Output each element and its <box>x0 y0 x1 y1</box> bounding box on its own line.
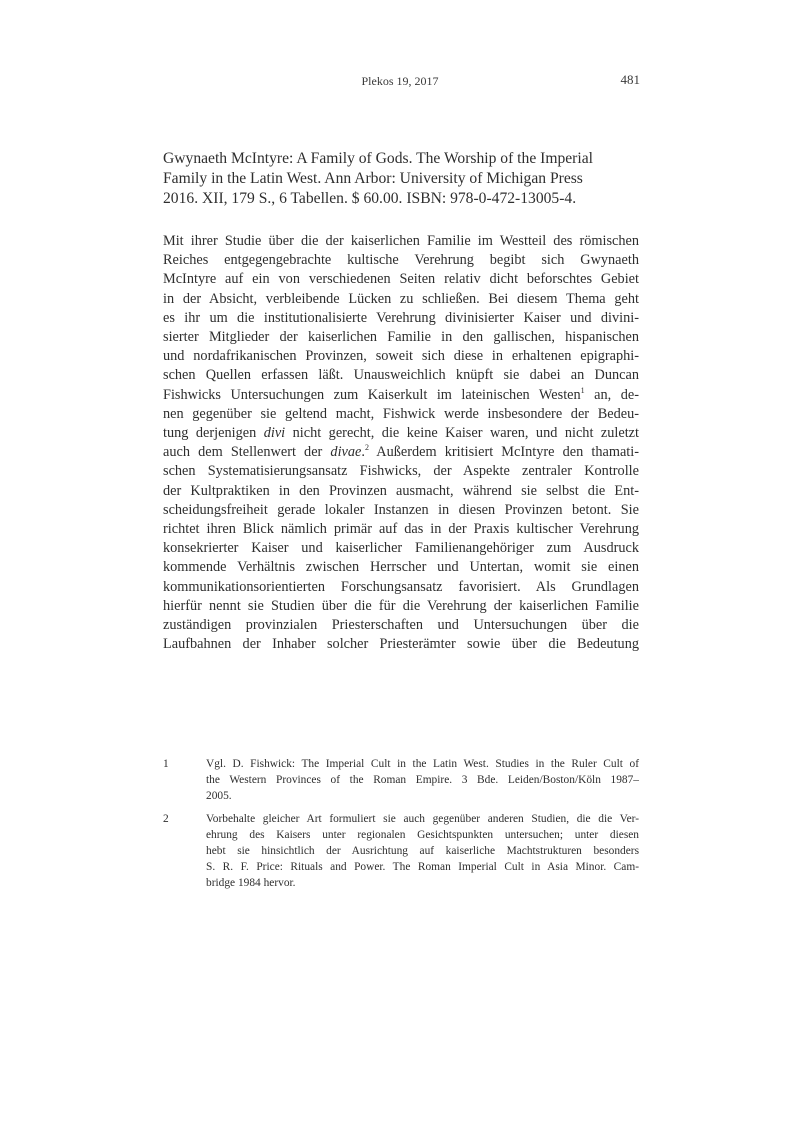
body-line <box>163 386 639 405</box>
body-line: schen Systematisierungsansatz Fishwicks, der Aspekte zentraler Kontrolle <box>163 463 639 480</box>
footnotes <box>163 757 639 899</box>
footnote-line: bridge 1984 hervor. <box>206 876 296 889</box>
footnote-line: the Western Provinces of the Roman Empire. 3 Bde. Leiden/Boston/Köln 1987– <box>206 773 639 786</box>
footnote-1 <box>163 757 639 804</box>
review-title <box>163 149 643 209</box>
body-line: richtet ihren Blick nämlich primär auf das in der Praxis kultischer Verehrung <box>163 521 639 538</box>
body-line: scheidungsfreiheit gerade lokaler Instanzen in diesen Provinzen betont. Sie <box>163 501 639 518</box>
body-line: Mit ihrer Studie über die der kaiserlichen Familie im Westteil des römischen <box>163 233 639 249</box>
body-line: kommende Verhältnis zwischen Herrscher und Untertan, womit sie einen <box>163 559 639 576</box>
footnote-line: S. R. F. Price: Rituals and Power. The Roman Imperial Cult in Asia Minor. Cam- <box>206 860 639 873</box>
footnote-line: ehrung des Kaisers unter regionalen Gesichtspunkten untersuchen; unter diesen <box>206 829 639 842</box>
body-line: schen Quellen erfassen läßt. Unausweichlich knüpft sie dabei an Duncan <box>163 367 639 384</box>
footnote-2 <box>163 812 639 891</box>
footnote-text <box>206 812 639 891</box>
body-line: McIntyre auf ein von verschiedenen Seiten relativ dicht beforschtes Gebiet <box>163 271 639 288</box>
footnote-line: Vgl. D. Fishwick: The Imperial Cult in the Latin West. Studies in the Ruler Cult of <box>206 758 639 770</box>
footnote-line: Vorbehalte gleicher Art formuliert sie auch gegenüber anderen Studien, die die Ver- <box>206 813 639 826</box>
body-line: es ihr um die institutionalisierte Verehrung divinisierter Kaiser und divini- <box>163 309 639 326</box>
review-title-line: Family in the Latin West. Ann Arbor: University of Michigan Press <box>163 170 583 187</box>
footnote-number: 2 <box>163 813 169 826</box>
page-number: 481 <box>620 72 640 87</box>
body-line: hierfür nennt sie Studien über die für die Verehrung der kaiserlichen Familie <box>163 597 639 614</box>
footnote-number: 1 <box>163 758 169 770</box>
body-text-segment: . <box>361 444 365 461</box>
running-header-journal: Plekos 19, 2017 <box>361 74 439 88</box>
review-title-line: 2016. XII, 179 S., 6 Tabellen. $ 60.00. ISBN: 978-0-472-13005-4. <box>163 190 577 207</box>
body-text-segment: tung derjenigen <box>163 425 264 442</box>
footnote-text <box>206 757 639 804</box>
italic-term-divi: divi <box>263 425 286 442</box>
body-line: Reiches entgegengebrachte kultische Verehrung begibt sich Gwynaeth <box>163 252 639 269</box>
body-line: zuständigen provinzialen Priesterschaften und Untersuchungen über die <box>163 617 639 634</box>
footnote-line: 2005. <box>206 789 232 802</box>
body-line: Laufbahnen der Inhaber solcher Priesterämter sowie über die Bedeutung <box>163 636 639 653</box>
body-text-segment: nicht gerecht, die keine Kaiser waren, und nicht zuletzt <box>285 425 639 442</box>
footnote-ref-2[interactable]: 2 <box>364 443 369 453</box>
body-text-segment: Fishwicks Untersuchungen zum Kaiserkult im lateinischen Westen <box>163 386 581 403</box>
italic-term-divae: divae <box>330 444 362 461</box>
body-text-segment: an, de- <box>584 386 639 403</box>
body-line: konsekrierter Kaiser und kaiserlicher Familienangehöriger zum Ausdruck <box>163 540 639 557</box>
body-text-segment: Außerdem kritisiert McIntyre den thamati- <box>368 444 639 461</box>
body-text-segment: auch dem Stellenwert der <box>163 444 331 461</box>
review-title-line: Gwynaeth McIntyre: A Family of Gods. The Worship of the Imperial <box>163 150 593 167</box>
body-line <box>163 424 639 443</box>
body-line: kommunikationsorientierten Forschungsansatz favorisiert. Als Grundlagen <box>163 578 639 595</box>
body-line: und nordafrikanischen Provinzen, soweit sich diese in erhaltenen epigraphi- <box>163 348 639 365</box>
body-line: nen gegenüber sie geltend macht, Fishwick werde insbesondere der Bedeu- <box>163 405 639 422</box>
footnote-line: hebt sie hinsichtlich der Ausrichtung auf kaiserliche Machtstrukturen besonders <box>206 844 639 857</box>
body-line: in der Absicht, verbleibende Lücken zu schließen. Bei diesem Thema geht <box>163 290 639 307</box>
review-body <box>163 232 639 654</box>
footnote-ref-1[interactable]: 1 <box>580 385 585 395</box>
body-line: sierter Mitglieder der kaiserlichen Familie in den gallischen, hispanischen <box>163 329 639 346</box>
body-line: der Kultpraktiken in den Provinzen ausmacht, während sie selbst die Ent- <box>163 482 639 499</box>
body-line <box>163 443 639 462</box>
